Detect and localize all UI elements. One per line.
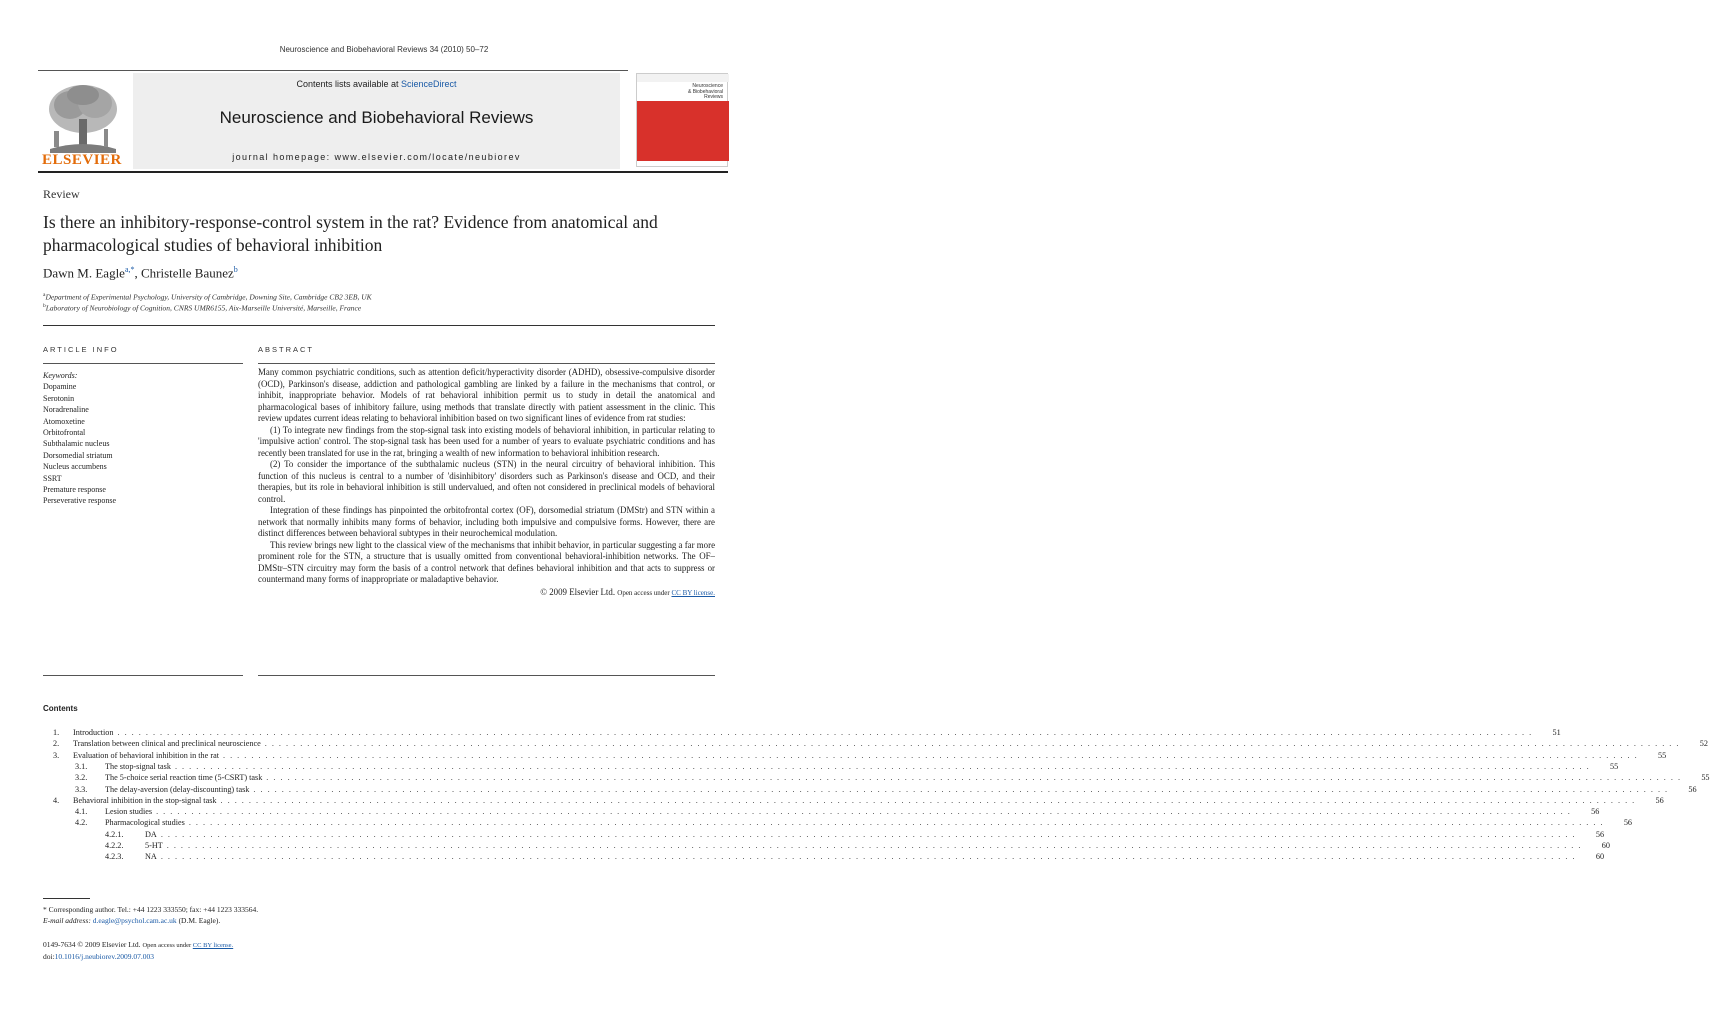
toc-entry[interactable]: [43, 773, 1710, 785]
toc-entry-title: 5-HT: [145, 841, 163, 850]
toc-entry-page: 56: [1591, 807, 1600, 817]
toc-entry-title: Introduction: [73, 728, 114, 737]
abstract-copyright: [258, 587, 715, 600]
abstract-paragraph: (1) To integrate new findings from the stop-signal task into existing models of behavioral inhibition, in particular relating to 'impulsive action' control. The stop-signal task has been used for a number of years to evaluate psychiatric conditions and has recently been translated for use in the rat, bringing a wealth of new information to behavioral inhibition research.: [258, 424, 715, 458]
toc-entry-number: 4.2.2.: [105, 841, 124, 850]
toc-entry[interactable]: [43, 841, 1610, 853]
contents-heading: Contents: [43, 704, 78, 713]
toc-leader-dots: . . . . . . . . . . . . . . . . . . . . . . . . . . . . . . . . . . . . . . . . . . . . . . . . . . . . . . . . . . . . . . . . . . . . . . . . . . . . . . . . . . . . . . . . . . . . . . . . . . . . . . . . . . . . . . . . . . . . . . . . . . . . . . . . . . . . . . . . . . . . . . . . . . . . . . . . . . . . . . . . . . . . . . . . . . . . . . . . . . . . . . . . . . . . . . . . . . . . . . . .: [220, 795, 1636, 805]
author-list: [43, 265, 238, 281]
toc-entry-page: 60: [1595, 852, 1605, 862]
email-suffix: (D.M. Eagle).: [176, 916, 221, 925]
masthead-bottom-rule: [38, 171, 728, 173]
keyword: Premature response: [43, 485, 106, 495]
toc-entry[interactable]: [43, 784, 1697, 797]
toc-entry[interactable]: [43, 852, 1605, 864]
header-divider: [43, 325, 715, 326]
email-link[interactable]: d.eagle@psychol.cam.ac.uk: [92, 916, 177, 925]
keyword: Subthalamic nucleus: [43, 439, 110, 449]
masthead-top-rule: [38, 70, 628, 71]
toc-entry-title: Pharmacological studies: [105, 818, 185, 828]
toc-entry-title: The 5-choice serial reaction time (5-CSRT) task: [105, 773, 263, 783]
affiliation-text: Department of Experimental Psychology, University of Cambridge, Downing Site, Cambridge CB2 3EB, UK: [45, 292, 372, 302]
cc-by-license-link[interactable]: CC BY license.: [192, 942, 234, 949]
toc-leader-dots: . . . . . . . . . . . . . . . . . . . . . . . . . . . . . . . . . . . . . . . . . . . . . . . . . . . . . . . . . . . . . . . . . . . . . . . . . . . . . . . . . . . . . . . . . . . . . . . . . . . . . . . . . . . . . . . . . . . . . . . . . . . . . . . . . . . . . . . . . . . . . . . . . . . . . . . . . . . . . . . . . . . . . . . . . . . . . . . . . . . . . . . . . . . . . . . . . . . . . . . .: [174, 761, 1591, 771]
toc-entry-number: 4.2.: [75, 818, 88, 828]
article-info-rule: [43, 363, 243, 364]
toc-entry-title: Evaluation of behavioral inhibition in the rat: [73, 750, 219, 760]
cover-title-line-2: & Biobehavioral: [687, 88, 723, 95]
cover-red-band: [637, 101, 729, 161]
keyword: Noradrenaline: [43, 405, 89, 415]
toc-leader-dots: . . . . . . . . . . . . . . . . . . . . . . . . . . . . . . . . . . . . . . . . . . . . . . . . . . . . . . . . . . . . . . . . . . . . . . . . . . . . . . . . . . . . . . . . . . . . . . . . . . . . . . . . . . . . . . . . . . . . . . . . . . . . . . . . . . . . . . . . . . . . . . . . . . . . . . . . . . . . . . . . . . . . . . . . . . . . . . . . . . . . . . . . . . . . . . . . . . . . . . . .: [266, 773, 1682, 783]
toc-entry-page: 56: [1623, 818, 1633, 828]
copyright-text: © 2009 Elsevier Ltd.: [540, 586, 618, 597]
issn-line: [43, 940, 233, 949]
open-access-text: Open access under: [617, 588, 672, 597]
toc-leader-dots: . . . . . . . . . . . . . . . . . . . . . . . . . . . . . . . . . . . . . . . . . . . . . . . . . . . . . . . . . . . . . . . . . . . . . . . . . . . . . . . . . . . . . . . . . . . . . . . . . . . . . . . . . . . . . . . . . . . . . . . . . . . . . . . . . . . . . . . . . . . . . . . . . . . . . . . . . . . . . . . . . . . . . . . . . . . . . . . . . . . . . . . . . . . . . . . . . . . . . . . .: [222, 750, 1639, 760]
contents-available-line: [133, 79, 620, 89]
toc-entry-title: The stop-signal task: [105, 761, 171, 771]
journal-cover-image: [636, 73, 728, 167]
abstract-body: [258, 367, 715, 599]
toc-entry-page: 56: [1655, 795, 1664, 805]
email-label: E-mail address:: [43, 916, 93, 925]
author-affiliation-marker[interactable]: a,*: [124, 265, 135, 274]
toc-leader-dots: . . . . . . . . . . . . . . . . . . . . . . . . . . . . . . . . . . . . . . . . . . . . . . . . . . . . . . . . . . . . . . . . . . . . . . . . . . . . . . . . . . . . . . . . . . . . . . . . . . . . . . . . . . . . . . . . . . . . . . . . . . . . . . . . . . . . . . . . . . . . . . . . . . . . . . . . . . . . . . . . . . . . . . . . . . . . . . . . . . . . . . . . . . . . . . . . . . . . . . . .: [117, 728, 1533, 737]
abstract-heading: ABSTRACT: [258, 345, 315, 354]
toc-entry-page: 55: [1609, 761, 1619, 771]
toc-leader-dots: . . . . . . . . . . . . . . . . . . . . . . . . . . . . . . . . . . . . . . . . . . . . . . . . . . . . . . . . . . . . . . . . . . . . . . . . . . . . . . . . . . . . . . . . . . . . . . . . . . . . . . . . . . . . . . . . . . . . . . . . . . . . . . . . . . . . . . . . . . . . . . . . . . . . . . . . . . . . . . . . . . . . . . . . . . . . . . . . . . . . . . . . . . . . . . . . . . . . . . . .: [188, 818, 1605, 828]
doi-link[interactable]: 10.1016/j.neubiorev.2009.07.003: [54, 952, 154, 961]
abstract-paragraph: (2) To consider the importance of the subthalamic nucleus (STN) in the neural circuitry of behavioral inhibition. This function of this nucleus is central to a number of 'disinhibitory' disorders such as Parkinson's disease and OCD, and their therapies, but its role in behavioral inhibition is still undervalued, and often not considered in preclinical models of behavioral control.: [258, 459, 715, 504]
toc-entry-page: 52: [1699, 739, 1708, 749]
article-type: Review: [43, 187, 80, 201]
cover-header-strip: [637, 74, 729, 82]
article-info-bottom-rule: [43, 675, 243, 676]
abstract-bottom-rule: [258, 675, 715, 676]
keyword: Dorsomedial striatum: [43, 450, 113, 460]
doi-line: [43, 952, 154, 961]
toc-entry[interactable]: [43, 807, 1600, 819]
elsevier-wordmark: ELSEVIER: [42, 152, 122, 168]
toc-entry-page: 51: [1552, 728, 1561, 737]
toc-entry-number: 4.2.1.: [105, 829, 124, 839]
article-title: Is there an inhibitory-response-control system in the rat? Evidence from anatomical and pharmacological studies of behavioral inhibition: [43, 212, 658, 255]
toc-entry[interactable]: [43, 818, 1633, 830]
keyword: Atomoxetine: [43, 416, 85, 426]
corresponding-author-note: * Corresponding author. Tel.: +44 1223 333550; fax: +44 1223 333564.: [43, 905, 259, 914]
toc-leader-dots: . . . . . . . . . . . . . . . . . . . . . . . . . . . . . . . . . . . . . . . . . . . . . . . . . . . . . . . . . . . . . . . . . . . . . . . . . . . . . . . . . . . . . . . . . . . . . . . . . . . . . . . . . . . . . . . . . . . . . . . . . . . . . . . . . . . . . . . . . . . . . . . . . . . . . . . . . . . . . . . . . . . . . . . . . . . . . . . . . . . . . . . . . . . . . . . . . . . . . . . .: [264, 739, 1680, 749]
toc-leader-dots: . . . . . . . . . . . . . . . . . . . . . . . . . . . . . . . . . . . . . . . . . . . . . . . . . . . . . . . . . . . . . . . . . . . . . . . . . . . . . . . . . . . . . . . . . . . . . . . . . . . . . . . . . . . . . . . . . . . . . . . . . . . . . . . . . . . . . . . . . . . . . . . . . . . . . . . . . . . . . . . . . . . . . . . . . . . . . . . . . . . . . . . . . . . . . . . . . . . . . . . .: [166, 841, 1582, 850]
toc-entry[interactable]: [43, 829, 1605, 842]
keyword: Nucleus accumbens: [43, 462, 107, 472]
toc-entry-number: 2.: [53, 739, 60, 749]
toc-entry[interactable]: [43, 795, 1664, 808]
sciencedirect-link[interactable]: ScienceDirect: [401, 79, 457, 89]
toc-entry-title: The delay-aversion (delay-discounting) task: [105, 784, 250, 794]
doi-prefix: doi:: [43, 952, 55, 961]
toc-entry-page: 56: [1688, 784, 1697, 794]
toc-entry-title: Lesion studies: [105, 807, 153, 817]
keyword: Orbitofrontal: [43, 428, 86, 438]
abstract-rule: [258, 363, 715, 364]
affiliation-a: [43, 292, 372, 302]
toc-entry[interactable]: [43, 750, 1667, 763]
affiliation-marker: a: [43, 292, 46, 298]
keywords-label: Keywords:: [43, 371, 78, 380]
toc-entry-title: NA: [145, 852, 157, 862]
email-note: [43, 916, 220, 925]
toc-entry-number: 4.: [53, 795, 60, 805]
toc-entry-number: 3.1.: [75, 761, 88, 771]
toc-entry-number: 3.: [53, 750, 60, 760]
toc-entry-number: 4.1.: [75, 807, 88, 817]
toc-leader-dots: . . . . . . . . . . . . . . . . . . . . . . . . . . . . . . . . . . . . . . . . . . . . . . . . . . . . . . . . . . . . . . . . . . . . . . . . . . . . . . . . . . . . . . . . . . . . . . . . . . . . . . . . . . . . . . . . . . . . . . . . . . . . . . . . . . . . . . . . . . . . . . . . . . . . . . . . . . . . . . . . . . . . . . . . . . . . . . . . . . . . . . . . . . . . . . . . . . . . . . . .: [160, 829, 1577, 839]
toc-leader-dots: . . . . . . . . . . . . . . . . . . . . . . . . . . . . . . . . . . . . . . . . . . . . . . . . . . . . . . . . . . . . . . . . . . . . . . . . . . . . . . . . . . . . . . . . . . . . . . . . . . . . . . . . . . . . . . . . . . . . . . . . . . . . . . . . . . . . . . . . . . . . . . . . . . . . . . . . . . . . . . . . . . . . . . . . . . . . . . . . . . . . . . . . . . . . . . . . . . . . . . . .: [253, 784, 1669, 794]
affiliation-marker: b: [43, 303, 46, 309]
abstract-paragraph: Integration of these findings has pinpointed the orbitofrontal cortex (OF), dorsomedial striatum (DMStr) and STN within a network that normally inhibits many forms of behavior, including both impulsive and compulsive forms. However, there are distinct differences between behavioral subtypes in their neurochemical modulation.: [258, 505, 715, 538]
author-name[interactable]: Dawn M. Eagle: [43, 265, 125, 281]
toc-leader-dots: . . . . . . . . . . . . . . . . . . . . . . . . . . . . . . . . . . . . . . . . . . . . . . . . . . . . . . . . . . . . . . . . . . . . . . . . . . . . . . . . . . . . . . . . . . . . . . . . . . . . . . . . . . . . . . . . . . . . . . . . . . . . . . . . . . . . . . . . . . . . . . . . . . . . . . . . . . . . . . . . . . . . . . . . . . . . . . . . . . . . . . . . . . . . . . . . . . . . . . . .: [160, 852, 1577, 862]
cover-title-line-1: Neuroscience: [692, 83, 723, 89]
journal-homepage[interactable]: journal homepage: www.elsevier.com/locate/neubiorev: [232, 152, 521, 162]
toc-entry-number: 3.2.: [75, 773, 88, 783]
toc-entry-title: Translation between clinical and preclinical neuroscience: [73, 739, 261, 749]
elsevier-tree-logo-icon: [40, 79, 126, 163]
toc-entry[interactable]: [43, 739, 1708, 751]
toc-entry[interactable]: [43, 761, 1619, 774]
keyword: Dopamine: [43, 382, 77, 392]
toc-entry-number: 3.3.: [75, 784, 88, 794]
cover-title-line-3: Reviews: [704, 94, 723, 100]
toc-entry-number: 1.: [53, 728, 60, 737]
keywords-list: [43, 370, 116, 507]
toc-entry-page: 55: [1701, 773, 1710, 783]
toc-entry-page: 55: [1658, 750, 1667, 760]
keyword: Perseverative response: [43, 496, 117, 506]
author-affiliation-marker[interactable]: b: [233, 265, 238, 274]
toc-entry-title: Behavioral inhibition in the stop-signal task: [73, 795, 217, 805]
toc-leader-dots: . . . . . . . . . . . . . . . . . . . . . . . . . . . . . . . . . . . . . . . . . . . . . . . . . . . . . . . . . . . . . . . . . . . . . . . . . . . . . . . . . . . . . . . . . . . . . . . . . . . . . . . . . . . . . . . . . . . . . . . . . . . . . . . . . . . . . . . . . . . . . . . . . . . . . . . . . . . . . . . . . . . . . . . . . . . . . . . . . . . . . . . . . . . . . . . . . . . . . . . .: [156, 807, 1572, 817]
author-separator: ,: [134, 265, 142, 281]
affiliation-b: [43, 303, 361, 313]
contents-available-text: Contents lists available at: [296, 79, 402, 89]
article-info-heading: ARTICLE INFO: [43, 345, 119, 354]
open-access-text: Open access under: [142, 942, 193, 949]
abstract-paragraph: This review brings new light to the classical view of the mechanisms that inhibit behavior, in particular suggesting a far more prominent role for the STN, a structure that is usually omitted from conventional behavioral-inhibition networks. The OF–DMStr–STN circuitry may form the basis of a control network that defines behavioral inhibition and that acts to suppress or countermand many forms of inappropriate or maladaptive behavior.: [258, 539, 716, 584]
journal-name: Neuroscience and Biobehavioral Reviews: [219, 108, 534, 127]
toc-entry-title: DA: [145, 829, 157, 839]
journal-reference: Neuroscience and Biobehavioral Reviews 34 (2010) 50–72: [279, 45, 489, 54]
footnote-rule: [43, 898, 90, 899]
keyword: Serotonin: [43, 393, 75, 403]
abstract-paragraph: Many common psychiatric conditions, such as attention deficit/hyperactivity disorder (ADHD), obsessive-compulsive disorder (OCD), Parkinson's disease, addiction and pathological gambling are linked by a failure in the mechanisms that control, or inhibit, inappropriate behavior. Models of rat behavioral inhibition permit us to study in detail the anatomical and pharmacological bases of inhibitory failure, using methods that translate directly with patient assessment in the clinic. This review updates current ideas relating to behavioral inhibition based on two significant lines of evidence from rat studies:: [258, 367, 715, 423]
author-name[interactable]: Christelle Baunez: [141, 265, 234, 281]
toc-entry-number: 4.2.3.: [105, 852, 124, 862]
toc-entry-page: 60: [1601, 841, 1610, 850]
affiliation-text: Laboratory of Neurobiology of Cognition, CNRS UMR6155, Aix-Marseille Université, Marseille, France: [45, 303, 362, 313]
cc-by-license-link[interactable]: CC BY license.: [671, 588, 715, 597]
cover-title: [671, 84, 723, 101]
issn-text: 0149-7634 © 2009 Elsevier Ltd.: [43, 940, 143, 949]
toc-entry[interactable]: [43, 728, 1561, 740]
keyword: SSRT: [43, 473, 62, 483]
toc-entry-page: 56: [1595, 829, 1605, 839]
